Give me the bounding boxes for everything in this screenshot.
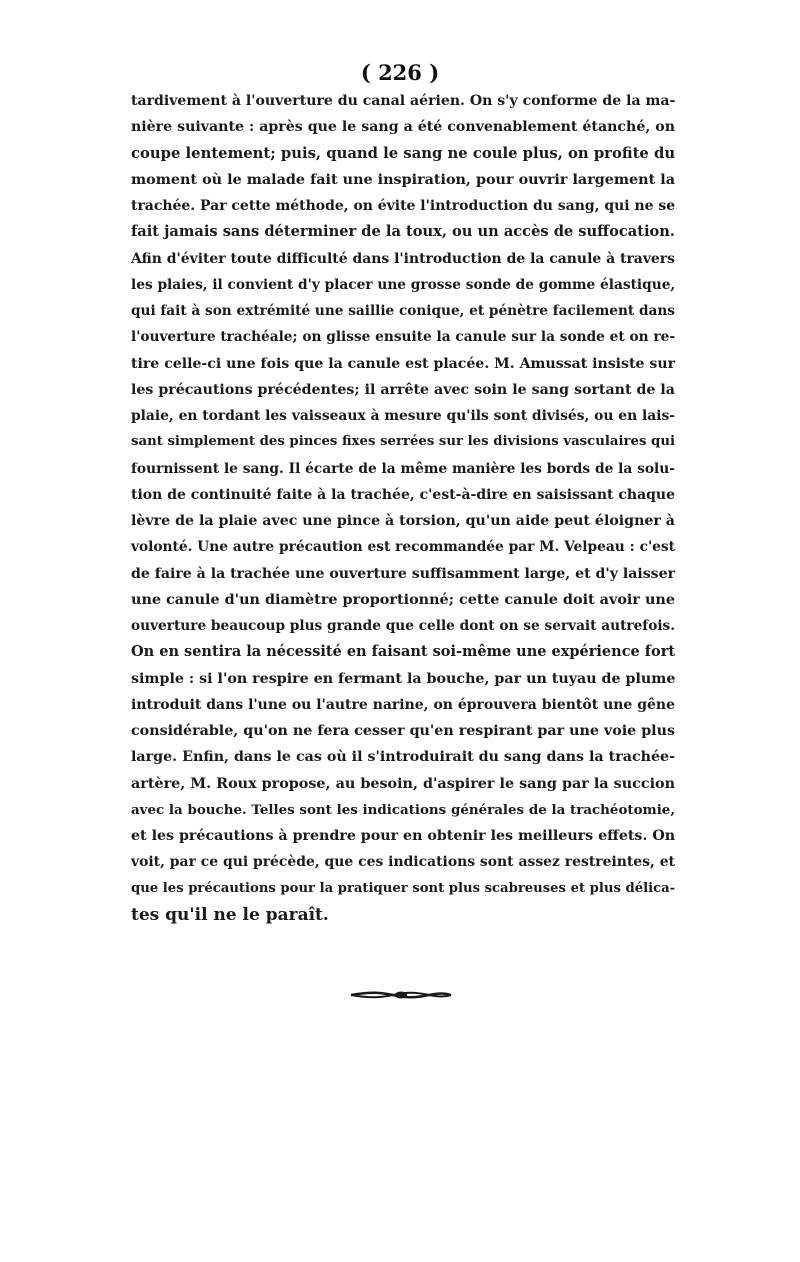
- text-line: considérable, qu'on ne fera cesser qu'en respirant par une voie plus: [131, 723, 675, 739]
- text-line: tire celle-ci une fois que la canule est placée. M. Amussat insiste sur: [131, 355, 675, 372]
- text-line: introduit dans l'une ou l'autre narine, on éprouvera bientôt une gêne: [131, 696, 675, 713]
- text-line: voit, par ce qui précède, que ces indications sont assez restreintes, et: [131, 854, 675, 871]
- text-line: Afin d'éviter toute difficulté dans l'introduction de la canule à travers: [131, 250, 675, 267]
- text-line: tardivement à l'ouverture du canal aérien. On s'y conforme de la ma-: [131, 93, 676, 109]
- text-line: sant simplement des pinces fixes serrées sur les divisions vasculaires qui: [131, 434, 676, 450]
- text-line: fait jamais sans déterminer de la toux, ou un accès de suffocation.: [131, 223, 675, 241]
- text-line: simple : si l'on respire en fermant la bouche, par un tuyau de plume: [131, 670, 676, 687]
- text-line: artère, M. Roux propose, au besoin, d'aspirer le sang par la succion: [131, 775, 675, 792]
- text-line: plaie, en tordant les vaisseaux à mesure qu'ils sont divisés, ou en lais-: [131, 408, 675, 424]
- text-line: trachée. Par cette méthode, on évite l'introduction du sang, qui ne se: [131, 198, 676, 214]
- text-line: On en sentira la nécessité en faisant soi-même une expérience fort: [131, 643, 676, 661]
- text-line: une canule d'un diamètre proportionné; cette canule doit avoir une: [131, 590, 676, 608]
- text-line: et les précautions à prendre pour en obtenir les meilleurs effets. On: [131, 828, 676, 844]
- text-line: coupe lentement; puis, quand le sang ne coule plus, on profite du: [131, 144, 676, 162]
- text-line: l'ouverture trachéale; on glisse ensuite la canule sur la sonde et on re-: [131, 329, 675, 346]
- end-rule-ornament: [349, 990, 453, 1000]
- text-line: fournissent le sang. Il écarte de la même manière les bords de la solu-: [131, 460, 675, 477]
- text-line: ouverture beaucoup plus grande que celle dont on se servait autrefois.: [131, 618, 675, 634]
- text-line: qui fait à son extrémité une saillie conique, et pénètre facilement dans: [131, 303, 675, 319]
- text-line: les plaies, il convient d'y placer une grosse sonde de gomme élastique,: [131, 276, 676, 293]
- text-line: tes qu'il ne le paraît.: [131, 904, 329, 925]
- text-line: lèvre de la plaie avec une pince à torsion, qu'un aide peut éloigner à: [131, 513, 675, 529]
- text-line: nière suivante : après que le sang a été convenablement étanché, on: [131, 119, 675, 136]
- text-line: tion de continuité faite à la trachée, c'est-à-dire en saisissant chaque: [131, 486, 675, 503]
- text-line: moment où le malade fait une inspiration, pour ouvrir largement la: [131, 171, 675, 188]
- text-line: de faire à la trachée une ouverture suffisamment large, et d'y laisser: [131, 565, 675, 582]
- text-line: large. Enfin, dans le cas où il s'introduirait du sang dans la trachée-: [131, 749, 676, 766]
- body-text: [131, 88, 675, 928]
- text-line: volonté. Une autre précaution est recommandée par M. Velpeau : c'est: [131, 539, 675, 556]
- page-number: ( 226 ): [360, 60, 440, 85]
- text-line: avec la bouche. Telles sont les indications générales de la trachéotomie,: [131, 801, 675, 818]
- text-line: que les précautions pour la pratiquer sont plus scabreuses et plus délica-: [131, 880, 676, 896]
- text-line: les précautions précédentes; il arrête avec soin le sang sortant de la: [131, 381, 675, 398]
